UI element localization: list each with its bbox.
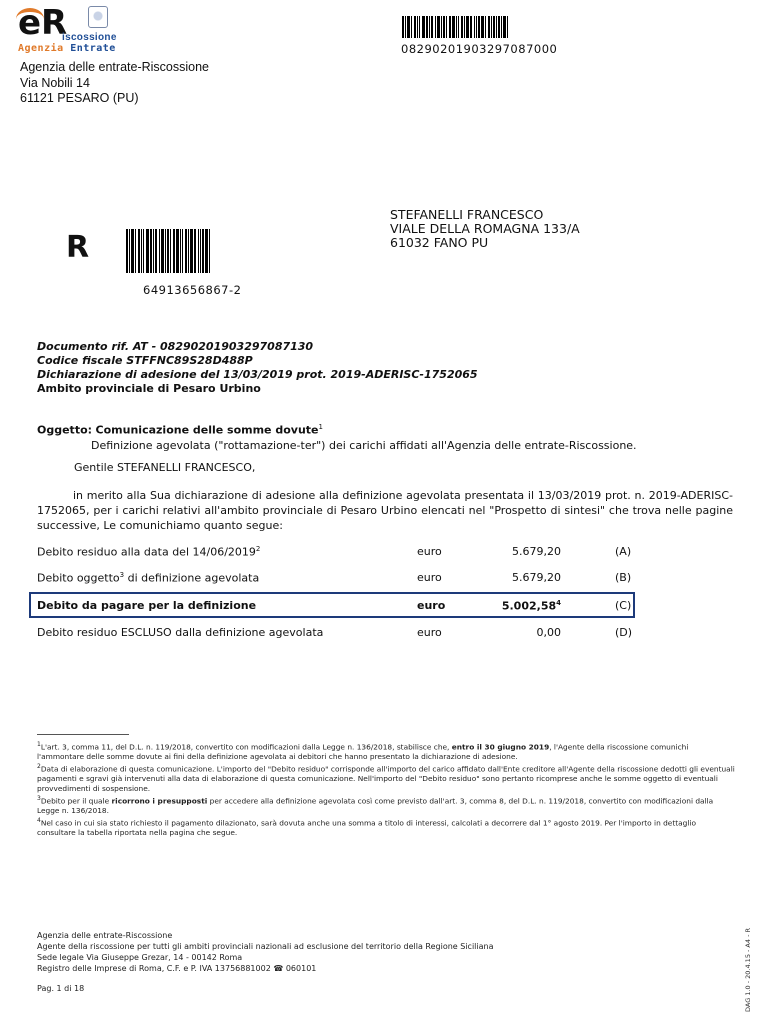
footnote-number: 3 — [37, 794, 41, 802]
footnote — [37, 794, 737, 816]
sender-name: Agenzia delle entrate-Riscossione — [20, 60, 209, 74]
summary-row-a — [37, 545, 637, 563]
subject-block — [37, 420, 637, 453]
summary-code: (D) — [615, 626, 633, 639]
adhesion-declaration: Dichiarazione di adesione del 13/03/2019 prot. 2019-ADERISC-1752065 — [37, 368, 478, 381]
summary-currency: euro — [417, 545, 442, 558]
footnote-text: Data di elaborazione di questa comunicazione. L'importo del "Debito residuo" corrisponde all'importo del carico affidato dall'Ente creditore all'Agente della riscossione dedotti gli eventuali pagamenti e sgravi già intervenuti alla data di elaborazione di questa comunicazione. Nell'importo del "Debito residuo" sono pertanto ricomprese anche le somme oggetto di eventuali provvedimenti di sospensione. — [37, 764, 735, 794]
footnote-number: 4 — [37, 816, 41, 824]
logo-entrate-word: Entrate — [70, 43, 116, 54]
intro-paragraph: in merito alla Sua dichiarazione di adesione alla definizione agevolata presentata il 13/03/2019 prot. n. 2019-ADERISC-1752065, per i carichi relativi all'ambito provinciale di Pesaro Urbino elencati nel "Prospetto di sintesi" che trova nelle pagine successive, Le comunichiamo quanto segue: — [37, 489, 733, 532]
logo-agenzia-word: Agenzia — [18, 43, 64, 54]
summary-label-note: 2 — [255, 545, 261, 553]
footnote-text: per accedere alla definizione agevolata così come previsto dall'art. 3, comma 8, del D.L. n. 119/2018, convertito con modificazioni dalla Legge n. 136/2018. — [37, 796, 714, 816]
summary-label: Debito residuo ESCLUSO dalla definizione agevolata — [37, 626, 324, 639]
subject-title: Comunicazione delle somme dovute — [95, 423, 319, 437]
italian-republic-emblem-icon — [88, 6, 108, 28]
subject-description: Definizione agevolata ("rottamazione-ter") dei carichi affidati all'Agenzia delle entrate-Riscossione. — [91, 438, 637, 452]
tax-code: Codice fiscale STFFNC89S28D488P — [37, 354, 253, 367]
summary-label-text: Debito oggetto — [37, 571, 120, 585]
recipient-name: STEFANELLI FRANCESCO — [390, 207, 544, 222]
summary-amount — [502, 599, 561, 613]
recipient-address — [390, 208, 580, 250]
barcode-bar — [507, 16, 508, 38]
legal-footer — [37, 930, 494, 974]
summary-label — [37, 545, 260, 559]
summary-code: (B) — [615, 571, 632, 584]
document-references — [37, 340, 478, 396]
recipient-street: VIALE DELLA ROMAGNA 133/A — [390, 221, 580, 236]
logo-agenzia-entrate-text — [18, 43, 116, 54]
summary-row-c — [37, 599, 637, 617]
subject-label: Oggetto: — [37, 423, 93, 437]
summary-label-text: Debito residuo alla data del 14/06/2019 — [37, 545, 256, 559]
footnote-bold-text: entro il 30 giugno 2019 — [451, 742, 550, 752]
footnote-number: 1 — [37, 741, 41, 748]
footnote-text: L'art. 3, comma 11, del D.L. n. 119/2018, convertito con modificazioni dalla Legge n. 136/2018, stabilisce che, — [40, 742, 452, 752]
summary-amount-text: 5.002,58 — [501, 599, 557, 613]
summary-currency: euro — [417, 599, 446, 612]
provincial-scope: Ambito provinciale di Pesaro Urbino — [37, 382, 261, 395]
registered-mail-barcode — [126, 229, 248, 273]
summary-row-b — [37, 571, 637, 589]
summary-amount: 5.679,20 — [512, 545, 561, 558]
summary-label-note: 3 — [119, 571, 125, 579]
footnote — [37, 816, 737, 838]
page-number: Pag. 1 di 18 — [37, 984, 85, 993]
greeting: Gentile STEFANELLI FRANCESCO, — [74, 461, 256, 474]
document-barcode-number: 08290201903297087000 — [401, 42, 558, 56]
recipient-city: 61032 FANO PU — [390, 235, 489, 250]
summary-currency: euro — [417, 571, 442, 584]
barcode-bar — [210, 229, 212, 273]
document-reference: Documento rif. AT - 08290201903297087130 — [37, 340, 314, 353]
footer-registry: Registro delle Imprese di Roma, C.F. e P. IVA 13756881002 ☎ 060101 — [37, 964, 317, 973]
sender-city: 61121 PESARO (PU) — [20, 91, 139, 105]
registered-mail-mark: R — [66, 230, 90, 265]
logo-er-letters: eR — [18, 3, 68, 43]
footnotes — [37, 740, 737, 838]
side-template-code: DAG 1.0 - 20.4.15 - A4 - R — [744, 927, 752, 1012]
footnote — [37, 762, 737, 794]
registered-mail-barcode-number: 64913656867-2 — [143, 283, 242, 297]
summary-row-d — [37, 626, 637, 644]
footnote-text: Debito per il quale — [40, 796, 112, 806]
summary-label-suffix: di definizione agevolata — [124, 571, 260, 585]
logo-riscossione-text: iscossione — [62, 32, 117, 43]
footnote-text: Nel caso in cui sia stato richiesto il pagamento dilazionato, sarà dovuta anche una somma a titolo di interessi, calcolati a decorrere dal 1° agosto 2019. Per l'importo in dettaglio consultare la tabella riportata nella pagina che segue. — [37, 818, 696, 838]
sender-address — [20, 60, 209, 107]
summary-label — [37, 571, 259, 585]
footnote-text: , l'Agente della riscossione comunichi l'ammontare delle somme dovute ai fini della definizione agevolata ai debitori che hanno presentato la dichiarazione di adesione. — [37, 742, 689, 762]
footnote-number: 2 — [37, 763, 41, 771]
document-barcode — [402, 16, 542, 38]
summary-amount-note: 4 — [556, 599, 561, 607]
footnote — [37, 740, 737, 762]
subject-line — [37, 420, 637, 438]
summary-code: (A) — [615, 545, 632, 558]
summary-currency: euro — [417, 626, 442, 639]
summary-code: (C) — [615, 599, 632, 612]
sender-street: Via Nobili 14 — [20, 75, 90, 90]
agenzia-entrate-riscossione-logo — [18, 3, 148, 54]
footer-company: Agenzia delle entrate-Riscossione — [37, 931, 173, 940]
subject-footnote-ref: 1 — [318, 423, 323, 431]
summary-amount: 5.679,20 — [512, 571, 561, 584]
footer-description: Agente della riscossione per tutti gli ambiti provinciali nazionali ad esclusione del territorio della Regione Siciliana — [37, 942, 494, 951]
footer-headquarters: Sede legale Via Giuseppe Grezar, 14 - 00142 Roma — [37, 953, 243, 962]
footnote-separator — [37, 734, 129, 735]
summary-label: Debito da pagare per la definizione — [37, 599, 257, 612]
summary-amount: 0,00 — [536, 626, 561, 639]
footnote-bold-text: ricorrono i presupposti — [111, 796, 208, 806]
